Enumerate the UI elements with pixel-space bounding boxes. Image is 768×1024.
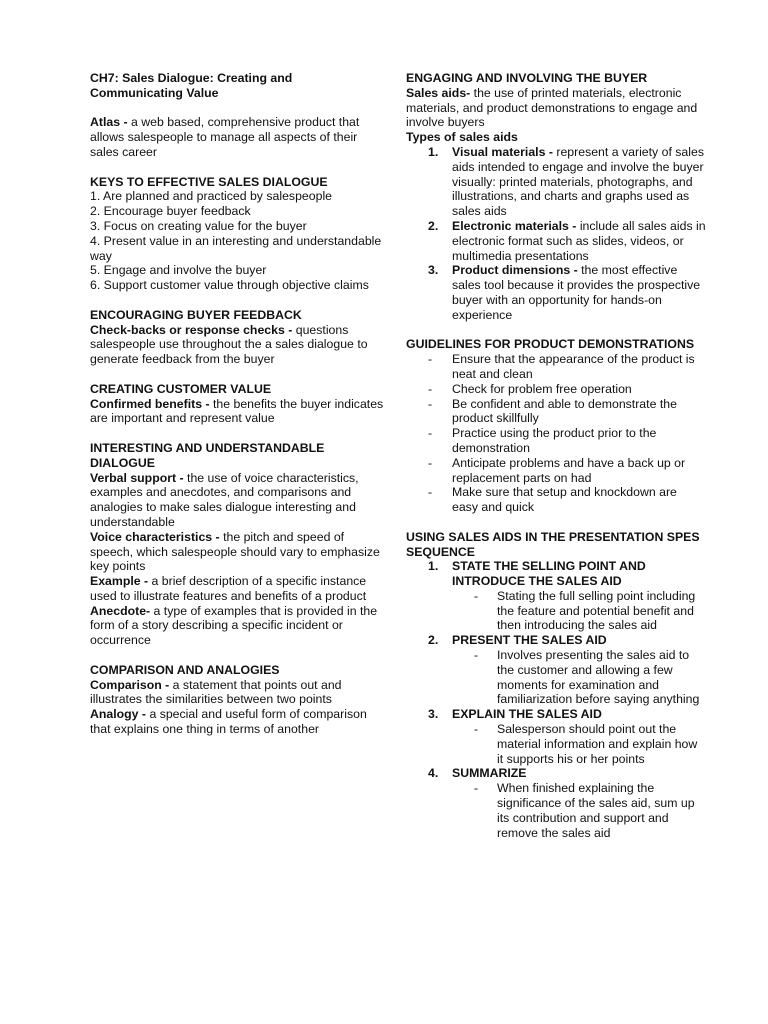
spes-section xyxy=(406,530,706,841)
definition-term: Comparison - xyxy=(90,677,173,692)
detail-text: Salesperson should point out the material information and explain how it supports his or her points xyxy=(497,722,698,766)
item-number: 1. xyxy=(428,144,439,159)
encouraging-heading: ENCOURAGING BUYER FEEDBACK xyxy=(90,307,302,322)
list-item xyxy=(406,456,706,486)
engaging-section xyxy=(406,71,706,323)
list-item xyxy=(406,485,706,515)
interesting-section xyxy=(90,441,386,648)
dash-bullet: - xyxy=(428,352,433,367)
list-item xyxy=(406,426,706,456)
spes-step xyxy=(406,766,706,840)
step-number: 2. xyxy=(428,633,439,648)
definition-term: Voice characteristics - xyxy=(90,529,224,544)
list-item xyxy=(406,145,706,219)
step-title: STATE THE SELLING POINT AND INTRODUCE THE SALES AID xyxy=(452,559,646,589)
engaging-heading: ENGAGING AND INVOLVING THE BUYER xyxy=(406,71,648,85)
guidelines-section xyxy=(406,337,706,515)
spes-heading: USING SALES AIDS IN THE PRESENTATION SPES SEQUENCE xyxy=(406,529,700,559)
keys-item: 5. Engage and involve the buyer xyxy=(90,263,267,278)
step-number: 1. xyxy=(428,559,439,574)
list-item xyxy=(406,352,706,382)
right-column xyxy=(406,71,706,855)
atlas-definition xyxy=(90,115,386,159)
item-text: Ensure that the appearance of the product is neat and clean xyxy=(452,352,695,381)
keys-item: 3. Focus on creating value for the buyer xyxy=(90,218,307,233)
dash-bullet: - xyxy=(474,648,479,663)
dash-bullet: - xyxy=(428,485,433,500)
step-number: 3. xyxy=(428,707,439,722)
detail-text: Stating the full selling point including the feature and potential benefit and then introducing the sales aid xyxy=(497,588,696,633)
spes-step xyxy=(406,559,706,633)
dash-bullet: - xyxy=(428,396,433,411)
definition-text: the use of printed materials, electronic materials, and product demonstrations to engage and involve buyers xyxy=(406,85,698,130)
definition-term: Visual materials - xyxy=(452,144,557,159)
dash-bullet: - xyxy=(428,381,433,396)
item-number: 3. xyxy=(428,263,439,278)
guidelines-heading: GUIDELINES FOR PRODUCT DEMONSTRATIONS xyxy=(406,337,695,352)
item-text: Practice using the product prior to the demonstration xyxy=(452,426,657,455)
atlas-term: Atlas - xyxy=(90,115,131,130)
spes-steps xyxy=(406,559,706,840)
keys-item: 6. Support customer value through objective claims xyxy=(90,278,369,293)
item-text: Check for problem free operation xyxy=(452,381,632,396)
item-text: Be confident and able to demonstrate the product skillfully xyxy=(452,396,677,426)
sales-aids-definition xyxy=(406,86,706,130)
comparison-section xyxy=(90,663,386,737)
list-item xyxy=(406,219,706,263)
keys-item: 4. Present value in an interesting and understandable way xyxy=(90,233,382,263)
definition-term: Product dimensions - xyxy=(452,263,582,278)
creating-section xyxy=(90,382,386,426)
item-number: 2. xyxy=(428,218,439,233)
chapter-title: CH7: Sales Dialogue: Creating and Communicating Value xyxy=(90,71,293,100)
definition-term: Confirmed benefits - xyxy=(90,396,213,411)
keys-heading: KEYS TO EFFECTIVE SALES DIALOGUE xyxy=(90,174,328,189)
chapter-title-block xyxy=(90,71,386,101)
definition-text: a special and useful form of comparison that explains one thing in terms of another xyxy=(90,707,367,737)
detail-text: Involves presenting the sales aid to the customer and allowing a few moments for examination and familiarization before saying anything xyxy=(497,648,700,707)
keys-item: 1. Are planned and practiced by salespeople xyxy=(90,189,333,204)
step-title: EXPLAIN THE SALES AID xyxy=(452,707,602,722)
types-list xyxy=(406,145,706,323)
encouraging-definition xyxy=(90,323,386,367)
spes-step xyxy=(406,707,706,766)
definition-term: Electronic materials - xyxy=(452,218,580,233)
keys-item: 2. Encourage buyer feedback xyxy=(90,204,251,219)
definition-term: Sales aids- xyxy=(406,85,474,100)
comparison-heading: COMPARISON AND ANALOGIES xyxy=(90,662,280,677)
definition-term: Check-backs or response checks - xyxy=(90,322,296,337)
step-number: 4. xyxy=(428,766,439,781)
creating-definition xyxy=(90,397,386,427)
dash-bullet: - xyxy=(474,781,479,796)
interesting-definition xyxy=(90,471,386,530)
comparison-definition xyxy=(90,678,386,708)
dash-bullet: - xyxy=(428,426,433,441)
definition-text: a type of examples that is provided in the form of a story describing a specific incident or occurrence xyxy=(90,603,378,648)
dash-bullet: - xyxy=(428,455,433,470)
types-heading: Types of sales aids xyxy=(406,130,518,145)
definition-term: Verbal support - xyxy=(90,470,188,485)
item-text: Anticipate problems and have a back up or replacement parts on had xyxy=(452,455,686,485)
step-detail xyxy=(406,781,706,840)
guidelines-list xyxy=(406,352,706,515)
list-item xyxy=(406,397,706,427)
comparison-definition xyxy=(90,707,386,737)
definition-text: the most effective sales tool because it provides the prospective buyer with an opportunity for hands-on experience xyxy=(452,263,701,322)
definition-text: represent a variety of sales aids intended to engage and involve the buyer visually: printed materials, photographs, and illustrations, and charts and graphs used as sales aids xyxy=(452,144,704,219)
step-detail xyxy=(406,648,706,707)
atlas-text: a web based, comprehensive product that allows salespeople to manage all aspects of their sales career xyxy=(90,115,360,159)
spes-step xyxy=(406,633,706,707)
definition-text: questions salespeople use throughout the a sales dialogue to generate feedback from the buyer xyxy=(90,322,368,367)
definition-text: include all sales aids in electronic format such as slides, videos, or multimedia presentations xyxy=(452,218,706,263)
interesting-definition xyxy=(90,574,386,604)
left-column xyxy=(90,71,386,752)
list-item xyxy=(406,263,706,322)
step-detail xyxy=(406,589,706,633)
interesting-definition xyxy=(90,530,386,574)
interesting-definition xyxy=(90,604,386,648)
list-item xyxy=(406,382,706,397)
step-title: SUMMARIZE xyxy=(452,766,527,781)
step-title: PRESENT THE SALES AID xyxy=(452,633,607,648)
dash-bullet: - xyxy=(474,722,479,737)
interesting-heading: INTERESTING AND UNDERSTANDABLE DIALOGUE xyxy=(90,440,325,470)
definition-text: the use of voice characteristics, examples and anecdotes, and comparisons and analogies to make sales dialogue interesting and understandable xyxy=(90,470,359,529)
item-text: Make sure that setup and knockdown are easy and quick xyxy=(452,485,677,515)
definition-term: Example - xyxy=(90,574,152,589)
definition-term: Analogy - xyxy=(90,707,150,722)
definition-text: a brief description of a specific instance used to illustrate features and benefits of a product xyxy=(90,574,367,603)
creating-heading: CREATING CUSTOMER VALUE xyxy=(90,381,272,396)
step-detail xyxy=(406,722,706,766)
definition-term: Anecdote- xyxy=(90,603,154,618)
dash-bullet: - xyxy=(474,588,479,603)
keys-section xyxy=(90,175,386,293)
definition-text: the benefits the buyer indicates are important and represent value xyxy=(90,396,384,426)
detail-text: When finished explaining the significance of the sales aid, sum up its contribution and support and remove the sales aid xyxy=(497,781,695,840)
encouraging-section xyxy=(90,308,386,367)
definition-text: the pitch and speed of speech, which salespeople should vary to emphasize key points xyxy=(90,529,380,574)
definition-text: a statement that points out and illustrates the similarities between two points xyxy=(90,677,342,707)
